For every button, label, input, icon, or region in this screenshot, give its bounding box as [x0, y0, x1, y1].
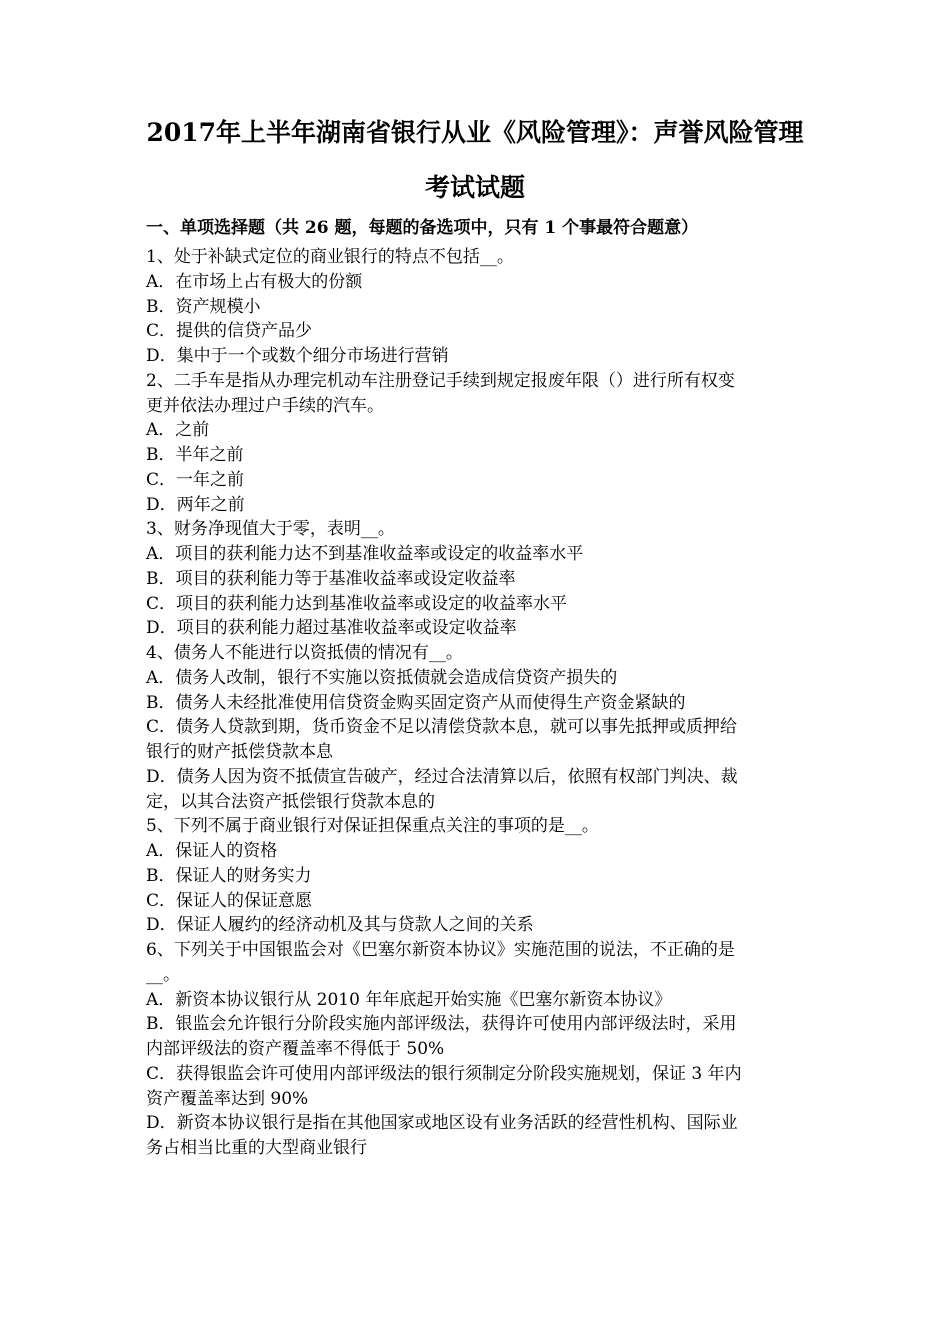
text-line: B．保证人的财务实力 — [146, 865, 312, 886]
text-line: A．债务人改制，银行不实施以资抵债就会造成信贷资产损失的 — [146, 667, 618, 688]
text-line: 定，以其合法资产抵偿银行贷款本息的 — [146, 791, 435, 812]
text-line: C．债务人贷款到期，货币资金不足以清偿贷款本息，就可以事先抵押或质押给 — [146, 717, 738, 738]
text-line: A．项目的获利能力达不到基准收益率或设定的收益率水平 — [146, 544, 584, 564]
text-line: D．保证人履约的经济动机及其与贷款人之间的关系 — [146, 915, 534, 936]
text-line: 4、债务人不能进行以资抵债的情况有__。 — [146, 643, 463, 663]
document-title-line-1: 2017年上半年湖南省银行从业《风险管理》：声誉风险管理 — [146, 118, 804, 147]
text-line: D．债务人因为资不抵债宣告破产，经过合法清算以后，依照有权部门判决、裁 — [146, 766, 738, 787]
section-heading: 一、单项选择题（共 26 题，每题的备选项中，只有 1 个事最符合题意） — [146, 218, 699, 238]
text-line: 内部评级法的资产覆盖率不得低于 50% — [146, 1039, 445, 1059]
text-line: A．保证人的资格 — [146, 841, 278, 861]
text-line: C．保证人的保证意愿 — [146, 890, 313, 911]
text-line: B．银监会允许银行分阶段实施内部评级法，获得许可使用内部评级法时，采用 — [146, 1014, 737, 1035]
text-line: 2、二手车是指从办理完机动车注册登记手续到规定报废年限（）进行所有权变 — [146, 370, 735, 391]
text-line: 银行的财产抵偿贷款本息 — [146, 742, 333, 762]
text-line: __。 — [146, 964, 180, 985]
text-line: 资产覆盖率达到 90% — [146, 1088, 309, 1109]
text-line: A．之前 — [146, 420, 210, 441]
text-line: B．项目的获利能力等于基准收益率或设定收益率 — [146, 568, 516, 589]
text-line: C．获得银监会许可使用内部评级法的银行须制定分阶段实施规划，保证 3 年内 — [146, 1063, 742, 1084]
text-line: B．债务人未经批准使用信贷资金购买固定资产从而使得生产资金紧缺的 — [146, 692, 686, 713]
text-line: C．一年之前 — [146, 469, 245, 490]
text-line: 1、处于补缺式定位的商业银行的特点不包括__。 — [146, 247, 514, 267]
text-line: D．项目的获利能力超过基准收益率或设定收益率 — [146, 618, 517, 639]
text-line: B．半年之前 — [146, 445, 244, 465]
text-line: 6、下列关于中国银监会对《巴塞尔新资本协议》实施范围的说法，不正确的是 — [146, 940, 735, 960]
text-line: 更并依法办理过户手续的汽车。 — [146, 395, 384, 416]
text-line: B．资产规模小 — [146, 296, 261, 317]
text-line: C．提供的信贷产品少 — [146, 321, 313, 342]
text-line: C．项目的获利能力达到基准收益率或设定的收益率水平 — [146, 593, 568, 614]
text-line: 3、财务净现值大于零，表明__。 — [146, 519, 395, 540]
question-list — [146, 245, 816, 1161]
text-line: D．集中于一个或数个细分市场进行营销 — [146, 346, 449, 366]
text-line: A．新资本协议银行从 2010 年年底起开始实施《巴塞尔新资本协议》 — [146, 989, 672, 1010]
text-line: A．在市场上占有极大的份额 — [146, 271, 363, 292]
text-line: D．两年之前 — [146, 494, 245, 515]
text-line: D．新资本协议银行是指在其他国家或地区设有业务活跃的经营性机构、国际业 — [146, 1113, 738, 1134]
text-line: 务占相当比重的大型商业银行 — [146, 1138, 367, 1158]
document-title-line-2: 考试试题 — [424, 173, 525, 202]
text-line: 5、下列不属于商业银行对保证担保重点关注的事项的是__。 — [146, 816, 599, 837]
